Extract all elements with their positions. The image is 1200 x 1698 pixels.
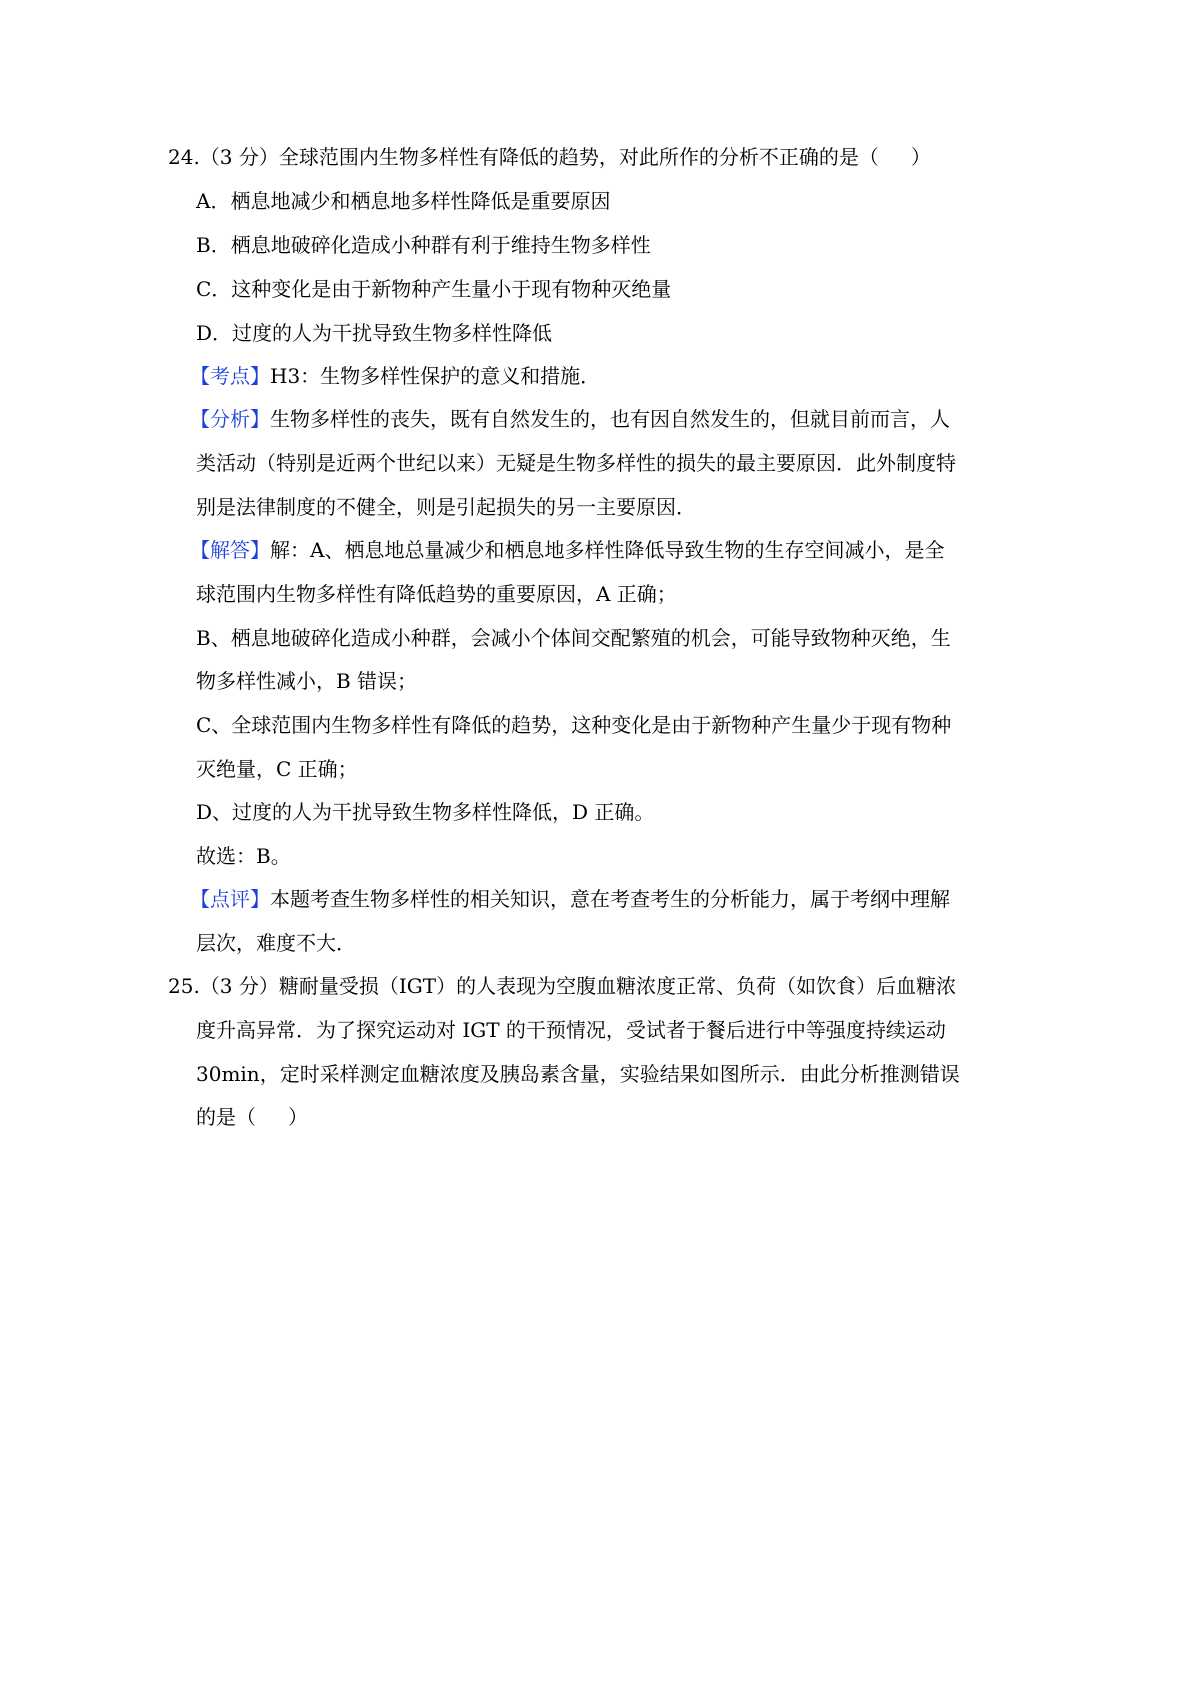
- q25-stem-line4: 的是（ ）: [196, 1105, 308, 1129]
- q24-kaodian: 【考点】H3：生物多样性保护的意义和措施．: [190, 364, 601, 388]
- q24-fenxi-line2: 类活动（特别是近两个世纪以来）无疑是生物多样性的损失的最主要原因．此外制度特: [196, 451, 956, 475]
- q25-number: 25.: [168, 974, 200, 998]
- q24-option-a: A．栖息地减少和栖息地多样性降低是重要原因: [196, 189, 611, 213]
- jieda-tag: 【解答】: [190, 538, 270, 562]
- q24-stem: 24.（3 分）全球范围内生物多样性有降低的趋势，对此所作的分析不正确的是（ ）: [168, 145, 931, 169]
- q25-stem-line3: 30min，定时采样测定血糖浓度及胰岛素含量，实验结果如图所示．由此分析推测错误: [196, 1062, 960, 1086]
- q24-dianping-line1: 【点评】本题考查生物多样性的相关知识，意在考查考生的分析能力，属于考纲中理解: [190, 887, 950, 911]
- q24-jieda-line3: B、栖息地破碎化造成小种群，会减小个体间交配繁殖的机会，可能导致物种灭绝，生: [196, 626, 951, 650]
- q24-score: （3 分）: [199, 145, 279, 169]
- q24-jieda-line1: 【解答】解：A、栖息地总量减少和栖息地多样性降低导致生物的生存空间减小，是全: [190, 538, 945, 562]
- q24-dianping-line2: 层次，难度不大．: [196, 931, 356, 955]
- q25-stem-line1: 25.（3 分）糖耐量受损（IGT）的人表现为空腹血糖浓度正常、负荷（如饮食）后血糖浓: [168, 974, 957, 998]
- q24-jieda-line6: 灭绝量，C 正确；: [196, 757, 358, 781]
- q24-fenxi-line1: 【分析】生物多样性的丧失，既有自然发生的，也有因自然发生的，但就目前而言，人: [190, 407, 950, 431]
- q24-option-d: D．过度的人为干扰导致生物多样性降低: [196, 321, 553, 345]
- q24-answer: 故选：B。: [196, 844, 291, 868]
- q24-option-c: C．这种变化是由于新物种产生量小于现有物种灭绝量: [196, 277, 672, 301]
- q24-fenxi-line3: 别是法律制度的不健全，则是引起损失的另一主要原因．: [196, 495, 696, 519]
- q24-jieda-line4: 物多样性减小，B 错误；: [196, 669, 418, 693]
- dianping-tag: 【点评】: [190, 887, 270, 911]
- q24-jieda-line5: C、全球范围内生物多样性有降低的趋势，这种变化是由于新物种产生量少于现有物种: [196, 713, 952, 737]
- q24-option-b: B．栖息地破碎化造成小种群有利于维持生物多样性: [196, 233, 651, 257]
- q25-stem-line2: 度升高异常．为了探究运动对 IGT 的干预情况，受试者于餐后进行中等强度持续运动: [196, 1018, 946, 1042]
- q24-jieda-line7: D、过度的人为干扰导致生物多样性降低，D 正确。: [196, 800, 655, 824]
- fenxi-tag: 【分析】: [190, 407, 270, 431]
- q24-jieda-line2: 球范围内生物多样性有降低趋势的重要原因，A 正确；: [196, 582, 677, 606]
- q24-number: 24.: [168, 145, 200, 169]
- q24-stem-text: 全球范围内生物多样性有降低的趋势，对此所作的分析不正确的是（: [278, 145, 879, 169]
- kaodian-tag: 【考点】: [190, 364, 270, 388]
